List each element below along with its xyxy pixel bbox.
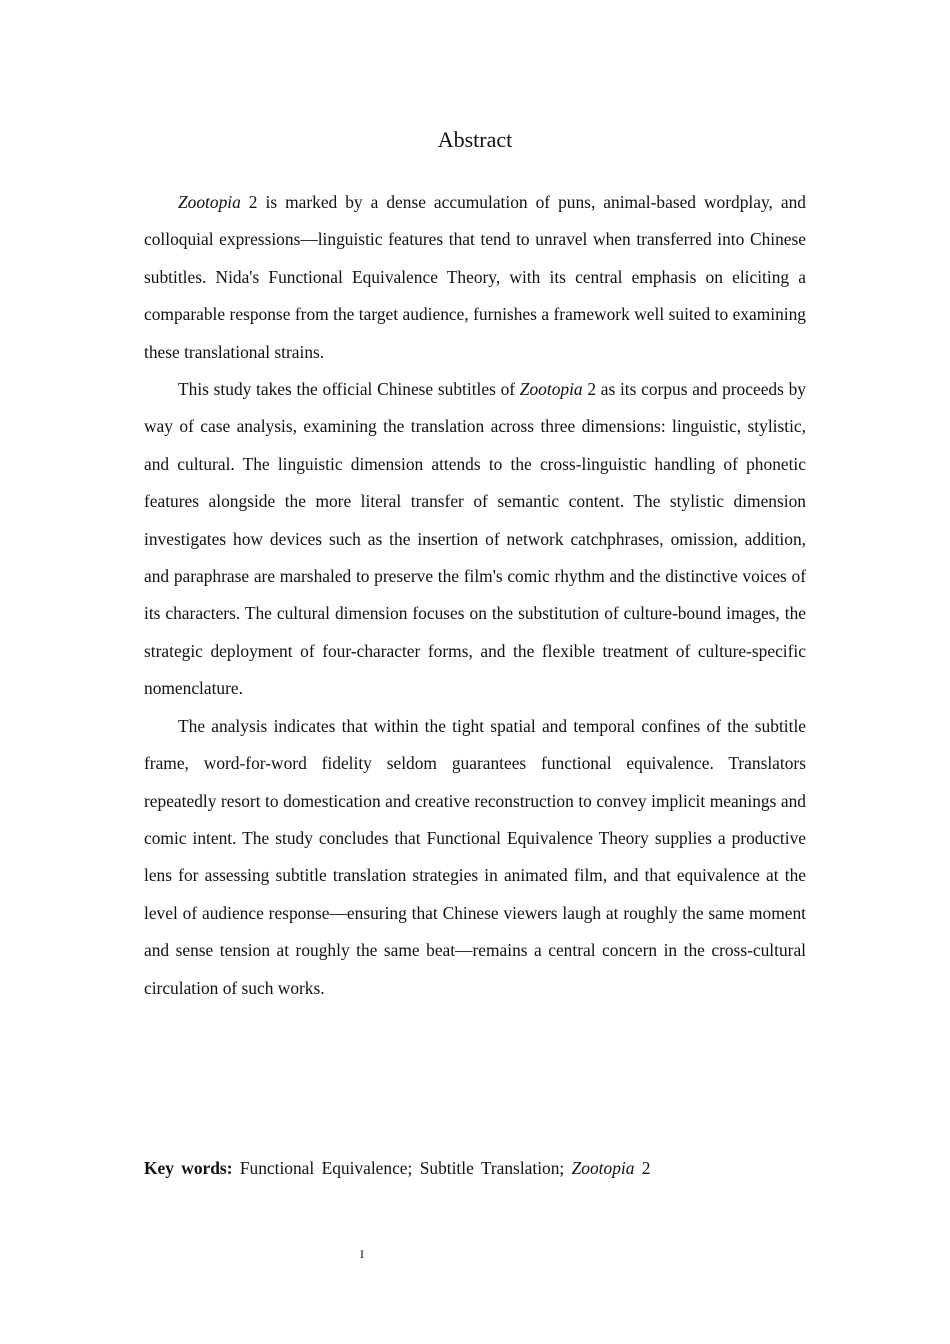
paragraph-2 xyxy=(144,371,806,708)
keywords-text-after: 2 xyxy=(634,1158,651,1178)
keywords-film-title: Zootopia xyxy=(571,1158,635,1178)
paragraph-1-text: 2 is marked by a dense accumulation of puns, animal-based wordplay, and colloquial expressions—linguistic features that tend to unravel when transferred into Chinese subtitles. Nida's Functional Equivalence Theory, with its central emphasis on eliciting a comparable response from the target audience, furnishes a framework well suited to examining these translational strains. xyxy=(144,192,806,362)
film-title: Zootopia xyxy=(519,379,583,400)
page-number: I xyxy=(360,1247,364,1261)
keywords-label: Key words: xyxy=(144,1158,233,1178)
paragraph-3-text: The analysis indicates that within the tight spatial and temporal confines of the subtitle frame, word-for-word fidelity seldom guarantees functional equivalence. Translators repeatedly resort to domestication and creative reconstruction to convey implicit meanings and comic intent. The study concludes that Functional Equivalence Theory supplies a productive lens for assessing subtitle translation strategies in animated film, and that equivalence at the level of audience response—ensuring that Chinese viewers laugh at roughly the same moment and sense tension at roughly the same beat—remains a central concern in the cross-cultural circulation of such works. xyxy=(144,715,806,998)
paragraph-2-text-after: 2 as its corpus and proceeds by way of case analysis, examining the translation across three dimensions: linguistic, stylistic, and cultural. The linguistic dimension attends to the cross-linguistic handling of phonetic features alongside the more literal transfer of semantic content. The stylistic dimension investigates how devices such as the insertion of network catchphrases, omission, addition, and paraphrase are marshaled to preserve the film's comic rhythm and the distinctive voices of its characters. The cultural dimension focuses on the substitution of culture-bound images, the strategic deployment of four-character forms, and the flexible treatment of culture-specific nomenclature. xyxy=(144,379,806,699)
film-title: Zootopia xyxy=(178,192,241,212)
paragraph-1 xyxy=(144,184,806,371)
abstract-title: Abstract xyxy=(437,127,513,152)
paragraph-2-text-before: This study takes the official Chinese subtitles of xyxy=(178,379,520,400)
paragraph-3 xyxy=(144,708,806,1007)
keywords-text: Functional Equivalence; Subtitle Translation; xyxy=(232,1158,572,1178)
keywords-line xyxy=(144,1151,806,1185)
abstract-body xyxy=(144,184,806,1007)
